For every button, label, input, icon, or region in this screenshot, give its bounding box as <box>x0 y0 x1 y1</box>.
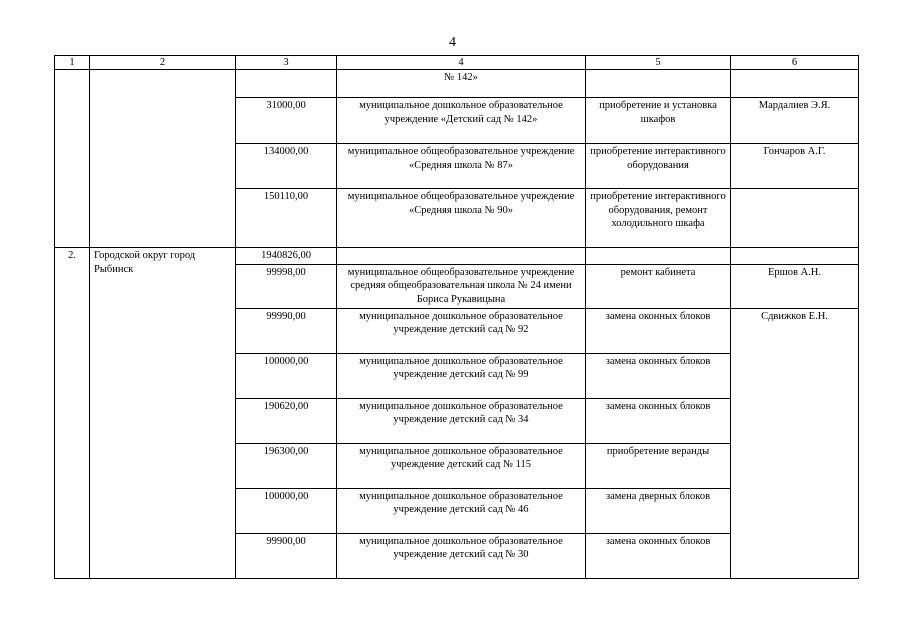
column-header: 1 <box>55 56 90 70</box>
district-cell: Городской округ город Рыбинск <box>90 248 236 579</box>
amount-cell: 100000,00 <box>236 488 337 533</box>
amount-cell: 99990,00 <box>236 308 337 353</box>
institution-cell: муниципальное общеобразовательное учреждение «Средняя школа № 87» <box>337 144 586 189</box>
column-number-row <box>55 56 859 70</box>
purpose-cell: ремонт кабинета <box>586 264 731 308</box>
institution-cell: муниципальное дошкольное образовательное учреждение «Детский сад № 142» <box>337 98 586 144</box>
institution-cell: муниципальное общеобразовательное учреждение «Средняя школа № 90» <box>337 189 586 248</box>
responsible-cell: Мардалиев Э.Я. <box>731 98 859 144</box>
column-header: 4 <box>337 56 586 70</box>
amount-cell: 150110,00 <box>236 189 337 248</box>
institution-cell <box>337 248 586 265</box>
total-amount-cell: 1940826,00 <box>236 248 337 265</box>
amount-cell: 190620,00 <box>236 398 337 443</box>
table-row <box>55 70 859 98</box>
page-number: 4 <box>449 35 456 50</box>
responsible-cell <box>731 248 859 265</box>
purpose-cell: приобретение и установка шкафов <box>586 98 731 144</box>
purpose-cell: замена оконных блоков <box>586 398 731 443</box>
institution-cell: муниципальное общеобразовательное учреждение средняя общеобразовательная школа № 24 имени Бориса Рукавицына <box>337 264 586 308</box>
purpose-cell: приобретение интерактивного оборудования, ремонт холодильного шкафа <box>586 189 731 248</box>
purpose-cell: приобретение интерактивного оборудования <box>586 144 731 189</box>
amount-cell: 134000,00 <box>236 144 337 189</box>
responsible-cell <box>731 70 859 98</box>
amount-cell: 99900,00 <box>236 533 337 578</box>
amount-cell: 100000,00 <box>236 353 337 398</box>
district-cell <box>90 70 236 248</box>
purpose-cell: замена оконных блоков <box>586 308 731 353</box>
institution-cell: муниципальное дошкольное образовательное учреждение детский сад № 34 <box>337 398 586 443</box>
amount-cell: 31000,00 <box>236 98 337 144</box>
responsible-cell: Гончаров А.Г. <box>731 144 859 189</box>
purpose-cell: приобретение веранды <box>586 443 731 488</box>
purpose-cell <box>586 70 731 98</box>
responsible-cell <box>731 189 859 248</box>
column-header: 2 <box>90 56 236 70</box>
section-total-row <box>55 248 859 265</box>
institution-cell: муниципальное дошкольное образовательное учреждение детский сад № 92 <box>337 308 586 353</box>
purpose-cell: замена оконных блоков <box>586 353 731 398</box>
institution-cell: муниципальное дошкольное образовательное учреждение детский сад № 99 <box>337 353 586 398</box>
allocation-table <box>54 55 859 579</box>
column-header: 3 <box>236 56 337 70</box>
amount-cell: 196300,00 <box>236 443 337 488</box>
amount-cell <box>236 70 337 98</box>
column-header: 5 <box>586 56 731 70</box>
responsible-cell: Ершов А.Н. <box>731 264 859 308</box>
section-number-cell: 2. <box>55 248 90 579</box>
institution-cell: муниципальное дошкольное образовательное учреждение детский сад № 30 <box>337 533 586 578</box>
institution-cell: муниципальное дошкольное образовательное учреждение детский сад № 115 <box>337 443 586 488</box>
section-number-cell <box>55 70 90 248</box>
purpose-cell: замена оконных блоков <box>586 533 731 578</box>
amount-cell: 99998,00 <box>236 264 337 308</box>
column-header: 6 <box>731 56 859 70</box>
institution-cell: № 142» <box>337 70 586 98</box>
institution-cell: муниципальное дошкольное образовательное учреждение детский сад № 46 <box>337 488 586 533</box>
purpose-cell: замена дверных блоков <box>586 488 731 533</box>
responsible-cell: Сдвижков Е.Н. <box>731 308 859 578</box>
purpose-cell <box>586 248 731 265</box>
